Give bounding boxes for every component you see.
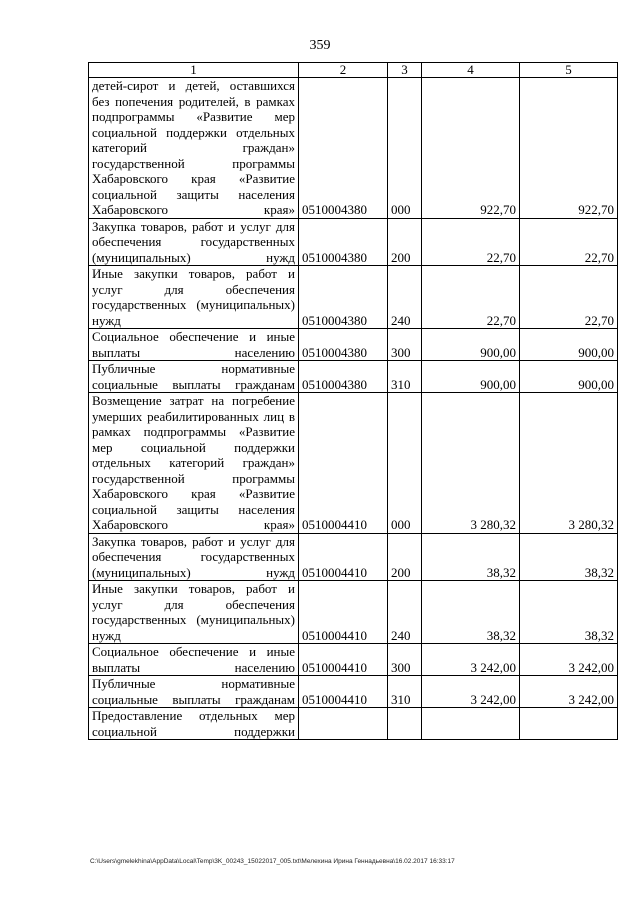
header-col-3: 3 <box>388 63 422 78</box>
file-path-footer: C:\Users\gmelekhina\AppData\Local\Temp\3K_00243_15022017_005.txt\Мелехина Ирина Геннадьевна\16.02.2017 16:33:17 <box>90 858 455 865</box>
row-expense-type: 310 <box>388 361 422 393</box>
row-amount-2: 900,00 <box>520 361 618 393</box>
budget-table <box>88 62 618 740</box>
row-target-code: 0510004380 <box>299 266 388 329</box>
row-expense-type: 200 <box>388 533 422 581</box>
row-amount-1: 900,00 <box>422 361 520 393</box>
row-description: Закупка товаров, работ и услуг для обеспечения государственных (муниципальных) нужд <box>89 218 299 266</box>
row-amount-2: 3 280,32 <box>520 393 618 534</box>
table-row <box>89 644 618 676</box>
row-target-code: 0510004380 <box>299 218 388 266</box>
row-amount-1: 3 242,00 <box>422 644 520 676</box>
table-row <box>89 393 618 534</box>
row-amount-2: 3 242,00 <box>520 644 618 676</box>
row-amount-2: 900,00 <box>520 329 618 361</box>
row-target-code: 0510004380 <box>299 361 388 393</box>
table-row <box>89 78 618 219</box>
header-col-4: 4 <box>422 63 520 78</box>
row-expense-type: 000 <box>388 78 422 219</box>
table-row <box>89 266 618 329</box>
row-amount-2: 38,32 <box>520 533 618 581</box>
row-target-code: 0510004410 <box>299 581 388 644</box>
table-row <box>89 329 618 361</box>
table-row <box>89 533 618 581</box>
row-target-code: 0510004380 <box>299 329 388 361</box>
row-amount-2: 22,70 <box>520 266 618 329</box>
row-target-code: 0510004410 <box>299 393 388 534</box>
table-header-row <box>89 63 618 78</box>
row-amount-1: 38,32 <box>422 533 520 581</box>
row-description: Иные закупки товаров, работ и услуг для обеспечения государственных (муниципальных) нужд <box>89 266 299 329</box>
row-description: Возмещение затрат на погребение умерших реабилитированных лиц в рамках подпрограммы «Развитие мер социальной поддержки отдельных категорий граждан» государственной программы Хабаровского края «Развитие социальной защиты населения Хабаровского края» <box>89 393 299 534</box>
row-target-code: 0510004410 <box>299 533 388 581</box>
row-target-code: 0510004410 <box>299 676 388 708</box>
row-description: Публичные нормативные социальные выплаты гражданам <box>89 361 299 393</box>
row-expense-type: 300 <box>388 329 422 361</box>
row-description: Публичные нормативные социальные выплаты гражданам <box>89 676 299 708</box>
row-amount-2 <box>520 708 618 740</box>
row-amount-2: 38,32 <box>520 581 618 644</box>
row-description: Предоставление отдельных мер социальной поддержки <box>89 708 299 740</box>
header-col-2: 2 <box>299 63 388 78</box>
row-expense-type: 000 <box>388 393 422 534</box>
row-amount-1: 38,32 <box>422 581 520 644</box>
row-expense-type: 310 <box>388 676 422 708</box>
row-amount-2: 922,70 <box>520 78 618 219</box>
row-description: детей-сирот и детей, оставшихся без попечения родителей, в рамках подпрограммы «Развитие мер социальной поддержки отдельных категорий граждан» государственной программы Хабаровского края «Развитие социальной защиты населения Хабаровского края» <box>89 78 299 219</box>
row-target-code: 0510004380 <box>299 78 388 219</box>
row-expense-type: 240 <box>388 581 422 644</box>
page-number: 359 <box>309 38 331 53</box>
row-expense-type: 200 <box>388 218 422 266</box>
row-amount-1: 22,70 <box>422 266 520 329</box>
row-target-code <box>299 708 388 740</box>
row-target-code: 0510004410 <box>299 644 388 676</box>
table-row <box>89 218 618 266</box>
table-row <box>89 581 618 644</box>
row-description: Иные закупки товаров, работ и услуг для обеспечения государственных (муниципальных) нужд <box>89 581 299 644</box>
row-amount-1: 922,70 <box>422 78 520 219</box>
header-col-5: 5 <box>520 63 618 78</box>
row-amount-2: 22,70 <box>520 218 618 266</box>
table-row <box>89 361 618 393</box>
header-col-1: 1 <box>89 63 299 78</box>
row-amount-1 <box>422 708 520 740</box>
row-amount-1: 3 242,00 <box>422 676 520 708</box>
row-amount-1: 900,00 <box>422 329 520 361</box>
row-expense-type: 300 <box>388 644 422 676</box>
row-description: Социальное обеспечение и иные выплаты населению <box>89 329 299 361</box>
table-row <box>89 708 618 740</box>
table-row <box>89 676 618 708</box>
row-description: Социальное обеспечение и иные выплаты населению <box>89 644 299 676</box>
row-expense-type <box>388 708 422 740</box>
row-amount-1: 22,70 <box>422 218 520 266</box>
row-amount-1: 3 280,32 <box>422 393 520 534</box>
row-amount-2: 3 242,00 <box>520 676 618 708</box>
row-description: Закупка товаров, работ и услуг для обеспечения государственных (муниципальных) нужд <box>89 533 299 581</box>
row-expense-type: 240 <box>388 266 422 329</box>
